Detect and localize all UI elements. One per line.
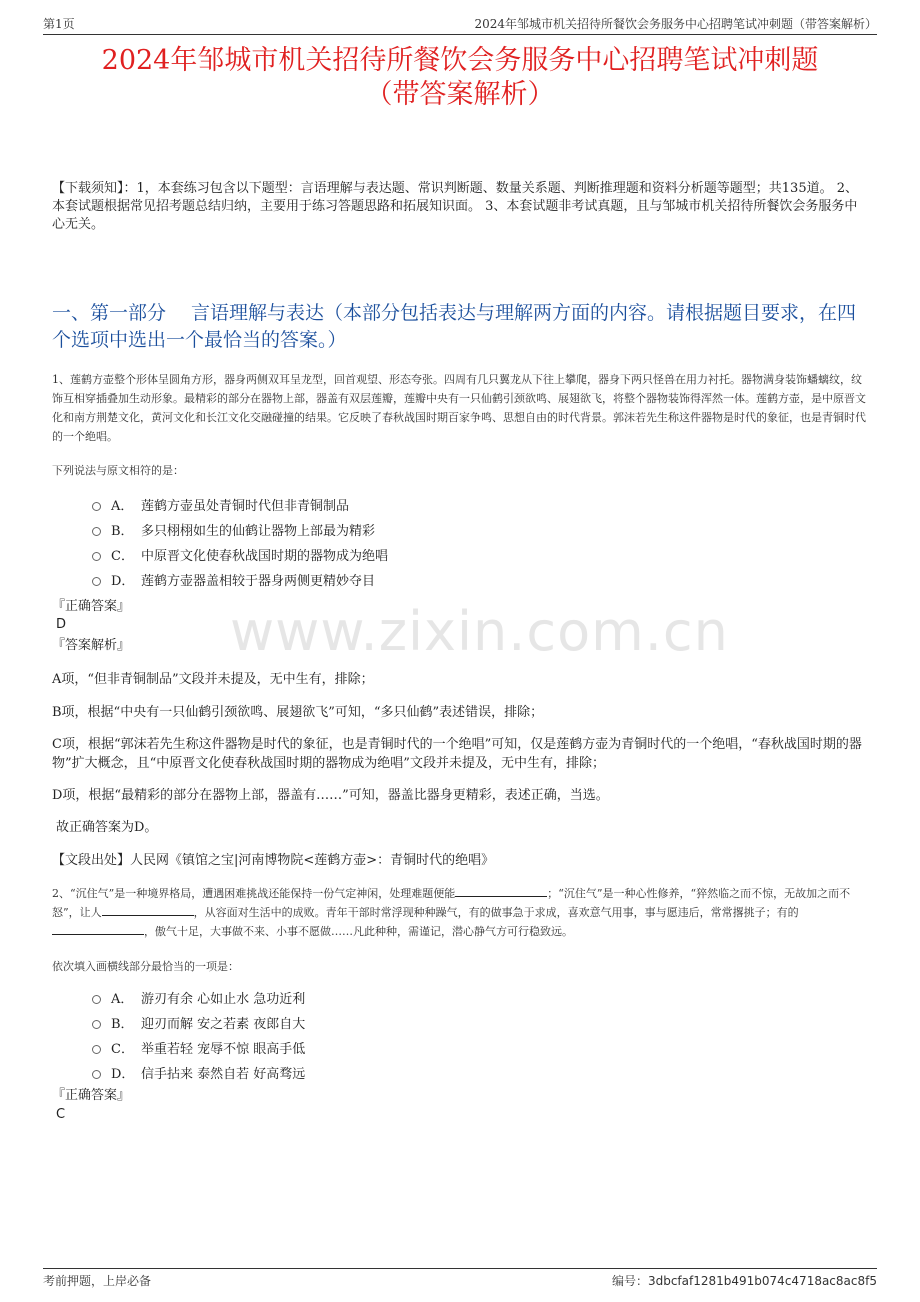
q1-analysis-b: B项，根据“中央有一只仙鹤引颈欲鸣、展翅欲飞”可知，“多只仙鹤”表述错误，排除； (52, 705, 544, 720)
option-text: 多只栩栩如生的仙鹤让器物上部最为精彩 (141, 524, 376, 539)
option-text: 迎刃而解 安之若素 夜郎自大 (141, 1017, 306, 1032)
q1-conclusion: 故正确答案为D。 (56, 820, 158, 835)
page-number: 第1页 (43, 17, 75, 31)
footer-code-label: 编号： (611, 1274, 648, 1288)
footer-code (612, 1272, 877, 1289)
page-footer (43, 1268, 877, 1291)
q1-option-a[interactable] (92, 492, 388, 517)
option-text: 举重若轻 宠辱不惊 眼高手低 (141, 1042, 306, 1057)
radio-icon[interactable] (92, 1045, 101, 1054)
q1-option-b[interactable] (92, 517, 388, 542)
option-key: B． (111, 1017, 134, 1032)
radio-icon[interactable] (92, 502, 101, 511)
option-key: D． (111, 574, 135, 589)
q1-analysis-c: C项，根据“郭沫若先生称这件器物是时代的象征，也是青铜时代的一个绝唱”可知，仅是莲鹤方壶为青铜时代的一个绝唱，“春秋战国时期的器物”扩大概念，且“中原晋文化使春秋战国时期的器物成为绝唱”文段并未提及，无中生有，排除； (52, 737, 862, 771)
fill-blank-1[interactable] (455, 884, 547, 897)
q1-analysis-d: D项，根据“最精彩的部分在器物上部，器盖有……”可知，器盖比器身更精彩，表述正确，当选。 (52, 788, 609, 803)
option-key: D． (111, 1067, 135, 1082)
section-heading: 一、第一部分 言语理解与表达（本部分包括表达与理解两方面的内容。请根据题目要求，在四个选项中选出一个最恰当的答案。） (52, 302, 857, 351)
radio-icon[interactable] (92, 995, 101, 1004)
q2-option-b[interactable] (92, 1010, 305, 1035)
q2-passage-part-1: 2、“沉住气”是一种境界格局，遭遇困难挑战还能保持一份气定神闲，处理难题便能 (52, 887, 456, 900)
q1-analysis-label: 『答案解析』 (52, 638, 131, 653)
title-line-2: （带答案解析） (365, 79, 555, 110)
option-text: 游刃有余 心如止水 急功近利 (141, 992, 306, 1007)
option-text: 莲鹤方壶器盖相较于器身两侧更精妙夺目 (141, 574, 376, 589)
q2-option-c[interactable] (92, 1035, 305, 1060)
title-line-1: 2024年邹城市机关招待所餐饮会务服务中心招聘笔试冲刺题 (101, 45, 819, 76)
radio-icon[interactable] (92, 1070, 101, 1079)
q2-passage-part-2: ；“沉住气”是一种心性修养，“猝然临之而不惊，无故加之而不怒”，让人 (52, 887, 851, 919)
footer-code-value: 3dbcfaf1281b491b074c4718ac8ac8f5 (647, 1274, 877, 1288)
q2-prompt: 依次填入画横线部分最恰当的一项是： (52, 960, 239, 973)
q1-passage: 1、莲鹤方壶整个形体呈圆角方形，器身两侧双耳呈龙型，回首观望、形态夸张。四周有几只翼龙从下往上攀爬，器身下两只怪兽在用力衬托。器物满身装饰蟠螭纹，纹饰互相穿插叠加生动形象。最精彩的部分在器物上部，器盖有双层莲瓣，莲瓣中央有一只仙鹤引颈欲鸣、展翅欲飞，将整个器物装饰得浑然一体。莲鹤方壶，是中原晋文化和南方荆楚文化，黄河文化和长江文化交融碰撞的结果。它反映了春秋战国时期百家争鸣、思想自由的时代背景。郭沫若先生称这件器物是时代的象征，也是青铜时代的一个绝唱。 (52, 373, 866, 443)
option-text: 中原晋文化使春秋战国时期的器物成为绝唱 (141, 549, 389, 564)
watermark: www.zixin.com.cn (230, 600, 729, 663)
radio-icon[interactable] (92, 527, 101, 536)
document-title (0, 44, 920, 112)
fill-blank-3[interactable] (52, 922, 144, 935)
q2-passage (52, 884, 868, 941)
q1-options (92, 492, 388, 592)
fill-blank-2[interactable] (102, 903, 194, 916)
q1-source: 【文段出处】人民网《镇馆之宝|河南博物院<莲鹤方壶>：青铜时代的绝唱》 (52, 853, 495, 868)
option-text: 莲鹤方壶虽处青铜时代但非青铜制品 (141, 499, 350, 514)
footer-slogan: 考前押题，上岸必备 (43, 1274, 152, 1288)
header-doc-title: 2024年邹城市机关招待所餐饮会务服务中心招聘笔试冲刺题（带答案解析） (474, 17, 877, 31)
q1-answer-label: 『正确答案』 (52, 599, 131, 614)
option-key: C． (111, 1042, 134, 1057)
page-header (43, 12, 877, 35)
radio-icon[interactable] (92, 577, 101, 586)
option-text: 信手拈来 泰然自若 好高骛远 (141, 1067, 306, 1082)
download-notice: 【下载须知】：1，本套练习包含以下题型：言语理解与表达题、常识判断题、数量关系题、判断推理题和资料分析题等题型；共135道。 2、本套试题根据常见招考题总结归纳，主要用于练习答题思路和拓展知识面。 3、本套试题非考试真题，且与邹城市机关招待所餐饮会务服务中心无关。 (52, 181, 858, 232)
q2-answer-label: 『正确答案』 (52, 1088, 131, 1103)
option-key: A． (111, 992, 134, 1007)
option-key: C． (111, 549, 134, 564)
radio-icon[interactable] (92, 552, 101, 561)
q1-option-d[interactable] (92, 567, 388, 592)
radio-icon[interactable] (92, 1020, 101, 1029)
q1-answer: D (56, 617, 67, 632)
q2-option-a[interactable] (92, 985, 305, 1010)
q2-passage-part-3: ，从容面对生活中的成败。青年干部时常浮现种种躁气，有的做事急于求成，喜欢意气用事，事与愿违后，常常撂挑子；有的 (193, 906, 799, 919)
q2-options (92, 985, 305, 1085)
q2-option-d[interactable] (92, 1060, 305, 1085)
option-key: B． (111, 524, 134, 539)
option-key: A． (111, 499, 134, 514)
q2-answer: C (56, 1107, 66, 1122)
q1-prompt: 下列说法与原文相符的是： (52, 464, 184, 477)
q1-option-c[interactable] (92, 542, 388, 567)
q1-analysis-a: A项，“但非青铜制品”文段并未提及，无中生有，排除； (52, 672, 374, 687)
q2-passage-part-4: ，傲气十足，大事做不来、小事不愿做……凡此种种，需谨记，潜心静气方可行稳致远。 (144, 925, 573, 938)
